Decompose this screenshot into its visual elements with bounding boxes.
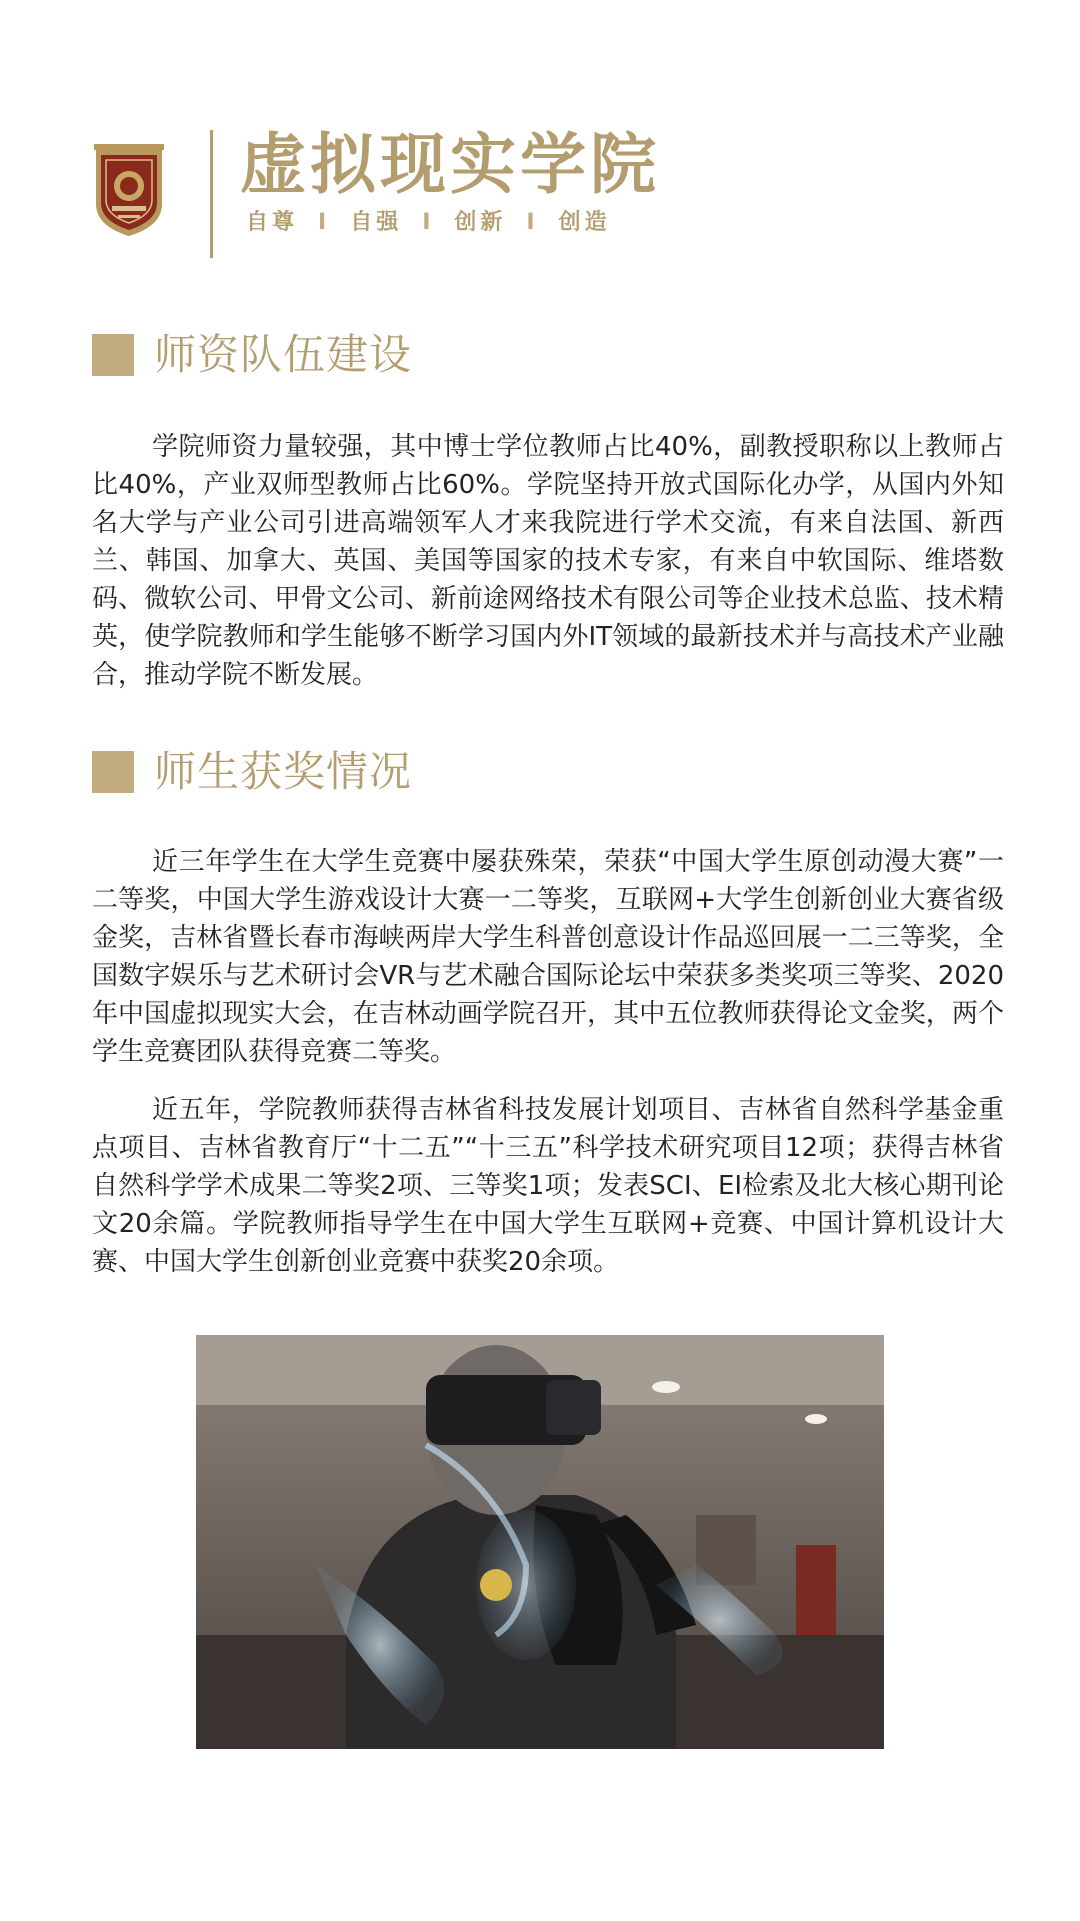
page-header: [0, 0, 1080, 280]
college-title: 虚拟现实学院: [240, 126, 660, 203]
motto-separator: I: [422, 210, 435, 235]
paragraph-student-awards: 近三年学生在大学生竞赛中屡获殊荣，荣获“中国大学生原创动漫大赛”一二等奖，中国大学生游戏设计大赛一二等奖，互联网+大学生创新创业大赛省级金奖，吉林省暨长春市海峡两岸大学生科普创意设计作品巡回展一二三等奖，全国数字娱乐与艺术研讨会VR与艺术融合国际论坛中荣获多类奖项三等奖、2020年中国虚拟现实大会，在吉林动画学院召开，其中五位教师获得论文金奖，两个学生竞赛团队获得竞赛二等奖。: [92, 847, 1004, 1067]
motto-separator: I: [318, 210, 331, 235]
paragraph-faculty: 学院师资力量较强，其中博士学位教师占比40%，副教授职称以上教师占比40%，产业双师型教师占比60%。学院坚持开放式国际化办学，从国内外知名大学与产业公司引进高端领军人才来我院进行学术交流，有来自法国、新西兰、韩国、加拿大、英国、美国等国家的技术专家，有来自中软国际、维塔数码、微软公司、甲骨文公司、新前途网络技术有限公司等企业技术总监、技术精英，使学院教师和学生能够不断学习国内外IT领域的最新技术并与高技术产业融合，推动学院不断发展。: [92, 432, 1004, 690]
college-emblem-icon: [92, 142, 166, 238]
motto-item: 自强: [350, 210, 403, 235]
header-divider: [210, 130, 213, 258]
motto-item: 创造: [558, 210, 611, 235]
heading-square-icon: [92, 751, 134, 793]
heading-square-icon: [92, 334, 134, 376]
section-title: 师生获奖情况: [154, 747, 413, 796]
motto: [246, 212, 611, 234]
motto-item: 创新: [454, 210, 507, 235]
motto-separator: I: [526, 210, 539, 235]
motto-item: 自尊: [246, 210, 299, 235]
paragraph-faculty-awards: 近五年，学院教师获得吉林省科技发展计划项目、吉林省自然科学基金重点项目、吉林省教育厅“十二五”“十三五”科学技术研究项目12项；获得吉林省自然科学学术成果二等奖2项、三等奖1项；发表SCI、EI检索及北大核心期刊论文20余篇。学院教师指导学生在中国大学生互联网+竞赛、中国计算机设计大赛、中国大学生创新创业竞赛中获奖20余项。: [92, 1095, 1004, 1277]
vr-headset-glove-photo: [196, 1335, 884, 1749]
section-title: 师资队伍建设: [154, 330, 413, 379]
